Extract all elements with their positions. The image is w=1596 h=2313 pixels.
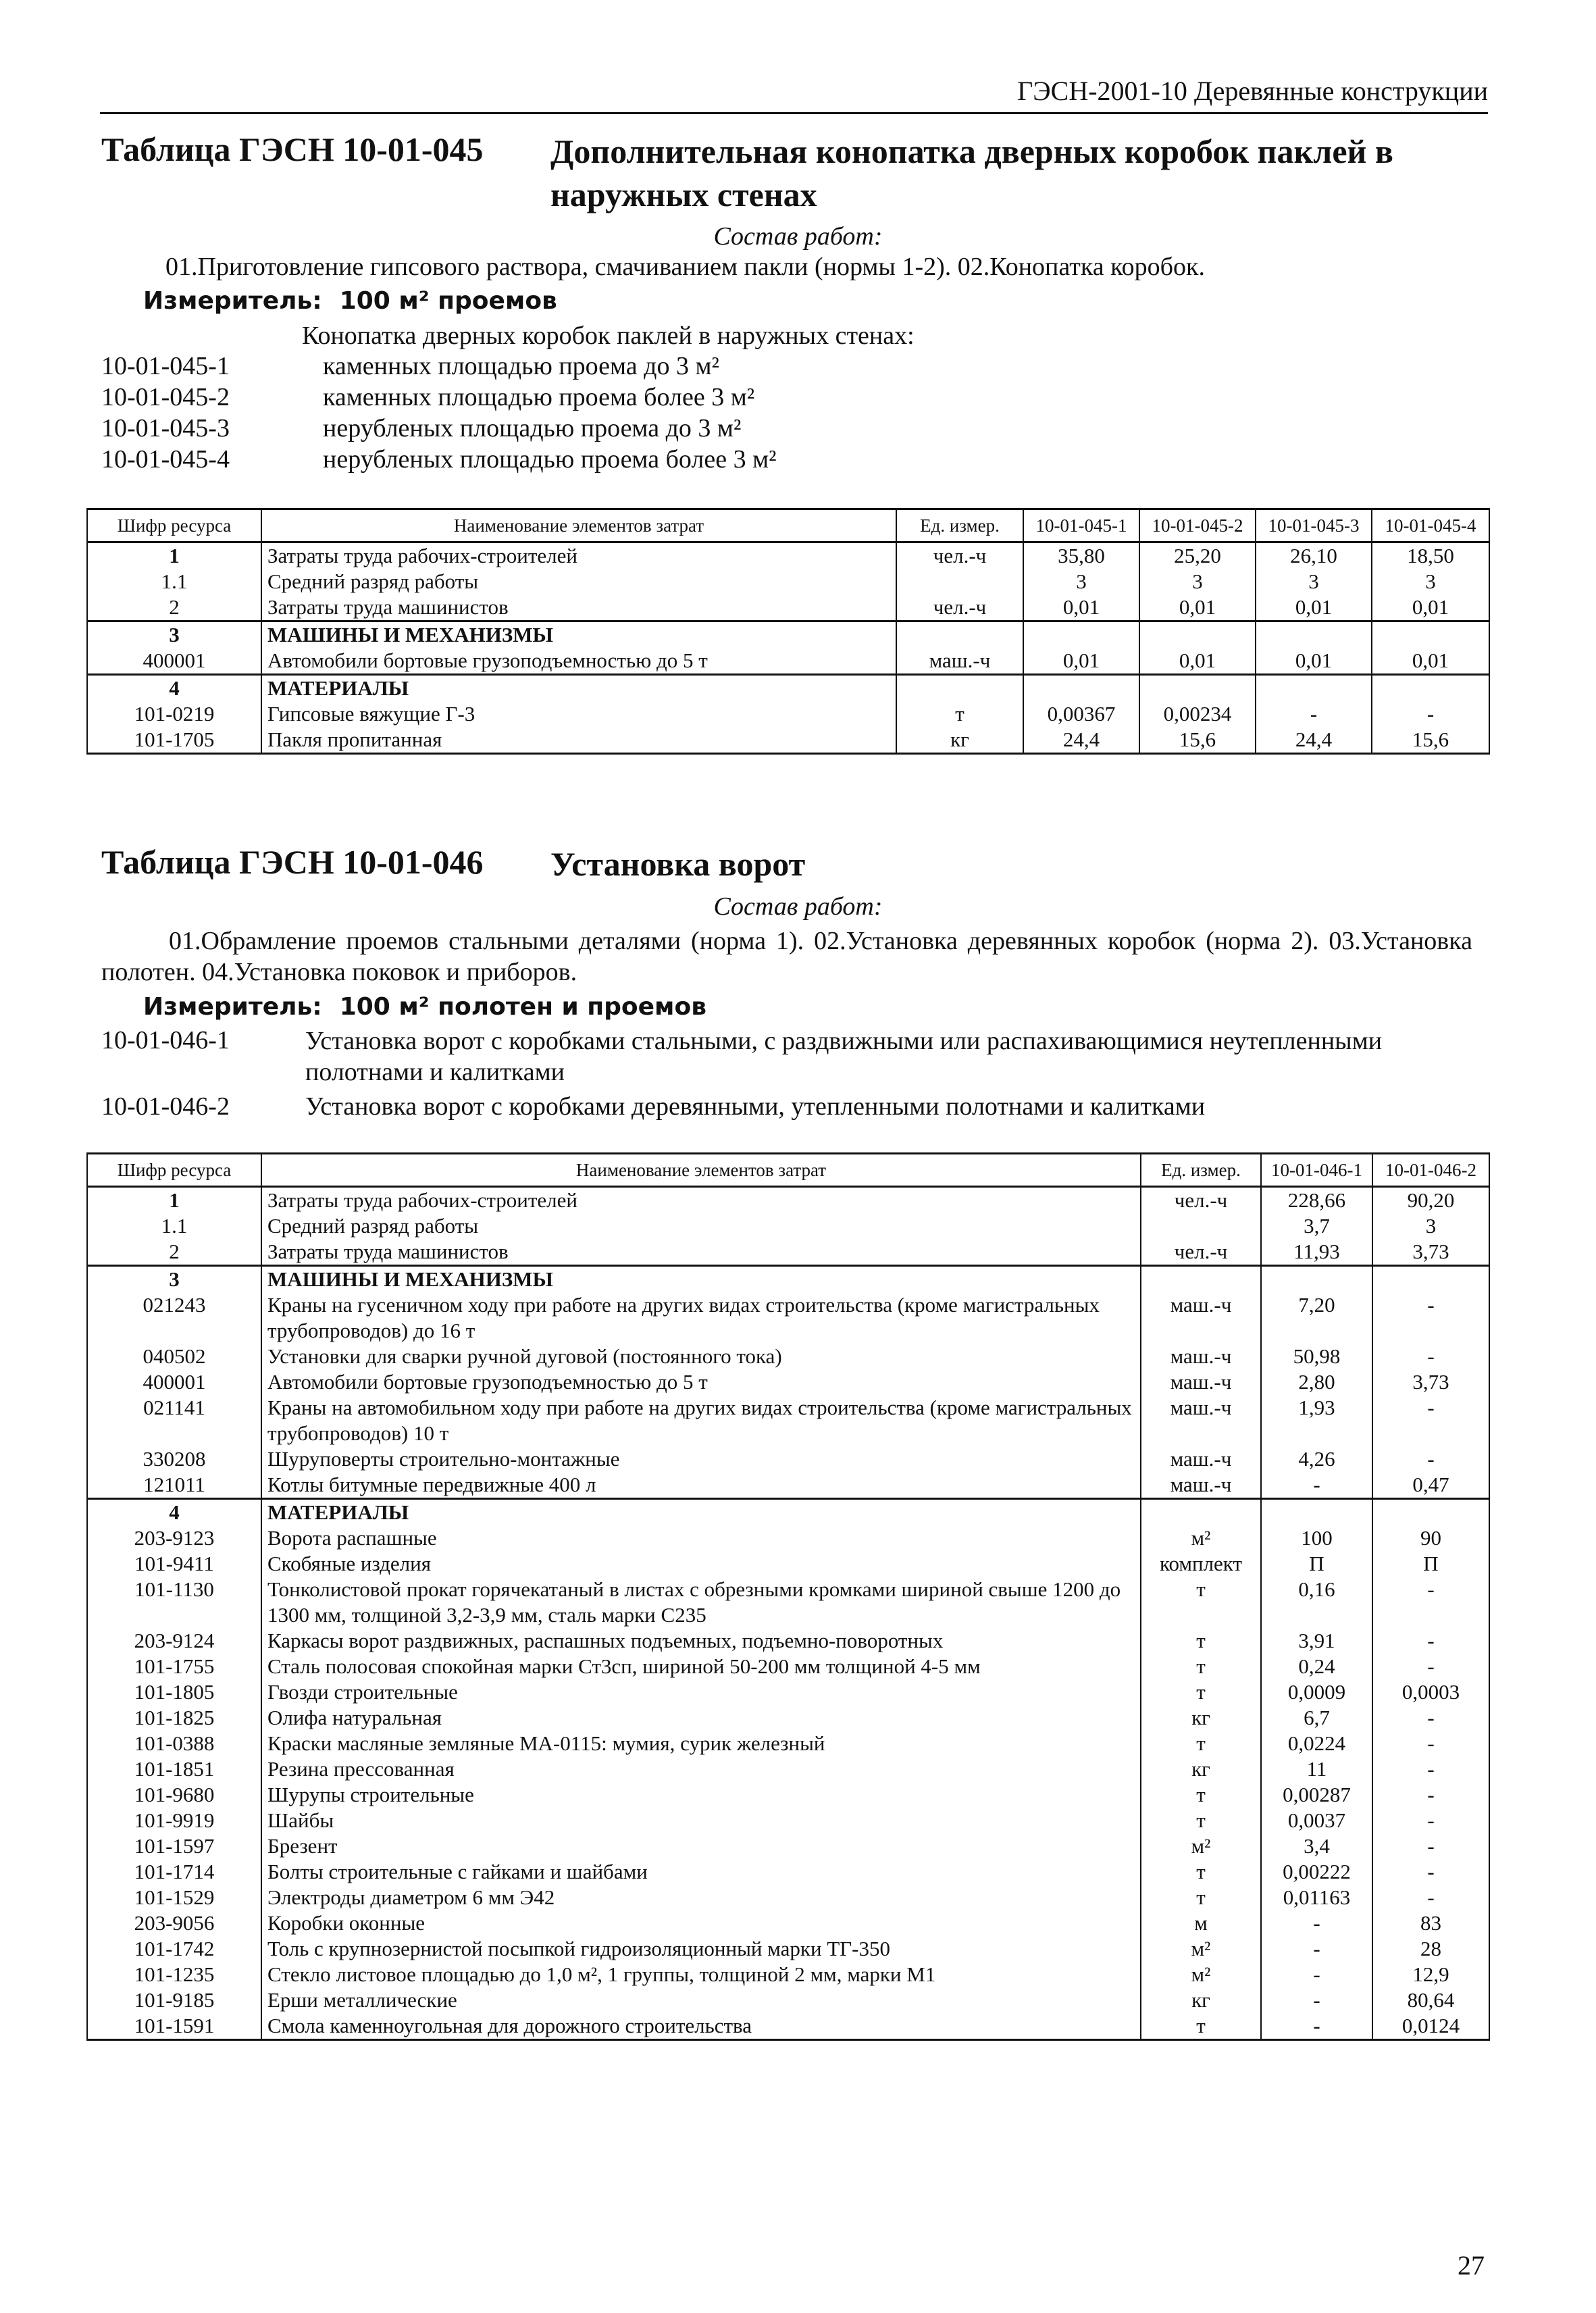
resource-unit: кг bbox=[1141, 1756, 1261, 1782]
resource-value: 3 bbox=[1023, 569, 1139, 594]
resource-name: Сталь полосовая спокойная марки Ст3сп, шириной 50-200 мм толщиной 4-5 мм bbox=[261, 1654, 1141, 1679]
resource-value: 0,0009 bbox=[1261, 1679, 1372, 1705]
resource-name: Электроды диаметром 6 мм Э42 bbox=[261, 1885, 1141, 1910]
resource-code: 101-1714 bbox=[87, 1859, 261, 1885]
resource-value: 0,0124 bbox=[1372, 2013, 1489, 2040]
table-header-row bbox=[87, 1154, 1489, 1187]
resource-code: 021243 bbox=[87, 1292, 261, 1344]
resource-name: Ворота распашные bbox=[261, 1525, 1141, 1551]
table-row bbox=[87, 2013, 1489, 2040]
resource-code: 101-9185 bbox=[87, 1987, 261, 2013]
resource-value bbox=[1261, 1499, 1372, 1526]
resource-value: 3 bbox=[1372, 1213, 1489, 1239]
resource-value: 0,01 bbox=[1372, 648, 1489, 675]
table-row bbox=[87, 1187, 1489, 1214]
resource-code: 2 bbox=[87, 594, 261, 621]
resource-value: 0,01 bbox=[1139, 648, 1256, 675]
resource-value: 0,00222 bbox=[1261, 1859, 1372, 1885]
resource-value: 0,00234 bbox=[1139, 701, 1256, 727]
resource-code: 400001 bbox=[87, 1369, 261, 1395]
resource-value: - bbox=[1372, 1654, 1489, 1679]
table-row bbox=[87, 594, 1489, 621]
resource-name: Гипсовые вяжущие Г-3 bbox=[261, 701, 896, 727]
table-row bbox=[87, 1628, 1489, 1654]
resource-code: 101-0388 bbox=[87, 1731, 261, 1756]
page-number: 27 bbox=[1458, 2250, 1485, 2281]
resource-unit: т bbox=[1141, 1628, 1261, 1654]
resource-unit: т bbox=[1141, 1731, 1261, 1756]
resource-value: 228,66 bbox=[1261, 1187, 1372, 1214]
resource-value: П bbox=[1261, 1551, 1372, 1577]
resource-name: Краны на гусеничном ходу при работе на других видах строительства (кроме магистральных трубопроводов) до 16 т bbox=[261, 1292, 1141, 1344]
table-row bbox=[87, 1705, 1489, 1731]
norm-desc: каменных площадью проема до 3 м² bbox=[323, 352, 719, 380]
resource-value bbox=[1372, 1266, 1489, 1293]
resource-value: 90,20 bbox=[1372, 1187, 1489, 1214]
resource-code: 4 bbox=[87, 1499, 261, 1526]
resource-value: 0,01 bbox=[1139, 594, 1256, 621]
resource-unit: т bbox=[1141, 1679, 1261, 1705]
resource-code: 101-1529 bbox=[87, 1885, 261, 1910]
table-row bbox=[87, 1833, 1489, 1859]
table-row bbox=[87, 1679, 1489, 1705]
resource-name: Пакля пропитанная bbox=[261, 727, 896, 754]
resource-value: 28 bbox=[1372, 1936, 1489, 1962]
table45-title: Дополнительная конопатка дверных коробок паклей в наружных стенах bbox=[550, 132, 1393, 213]
resource-value: 0,0224 bbox=[1261, 1731, 1372, 1756]
resource-name: Затраты труда рабочих-строителей bbox=[261, 1187, 1141, 1214]
col-header: Шифр ресурса bbox=[87, 1154, 261, 1187]
measure-value: 100 м² полотен и проемов bbox=[339, 993, 706, 1021]
resource-code: 021141 bbox=[87, 1395, 261, 1446]
resource-name: Брезент bbox=[261, 1833, 1141, 1859]
col-header: 10-01-045-3 bbox=[1256, 509, 1372, 542]
resource-unit: м² bbox=[1141, 1936, 1261, 1962]
norm-code: 10-01-046-1 bbox=[101, 1026, 230, 1054]
measure-label: Измеритель: bbox=[143, 287, 322, 315]
col-header: 10-01-046-1 bbox=[1261, 1154, 1372, 1187]
norm-code: 10-01-046-2 bbox=[101, 1092, 230, 1121]
resource-value: 35,80 bbox=[1023, 542, 1139, 569]
resource-value: 0,16 bbox=[1261, 1577, 1372, 1628]
resource-code: 101-1742 bbox=[87, 1936, 261, 1962]
resource-value: 0,47 bbox=[1372, 1472, 1489, 1499]
resource-unit: маш.-ч bbox=[896, 648, 1023, 675]
resource-name: Смола каменноугольная для дорожного строительства bbox=[261, 2013, 1141, 2040]
resource-value: - bbox=[1256, 701, 1372, 727]
resource-name: Скобяные изделия bbox=[261, 1551, 1141, 1577]
resource-value: - bbox=[1372, 1344, 1489, 1369]
table-row bbox=[87, 569, 1489, 594]
table-row bbox=[87, 1369, 1489, 1395]
resource-value: 24,4 bbox=[1256, 727, 1372, 754]
header-title: ГЭСН-2001-10 Деревянные конструкции bbox=[1017, 76, 1488, 106]
resource-unit: маш.-ч bbox=[1141, 1344, 1261, 1369]
resource-code: 101-1597 bbox=[87, 1833, 261, 1859]
table-row bbox=[87, 1499, 1489, 1526]
resource-unit bbox=[896, 569, 1023, 594]
table-row bbox=[87, 1808, 1489, 1833]
table-row bbox=[87, 1472, 1489, 1499]
table45-measure bbox=[143, 287, 557, 315]
col-header: Шифр ресурса bbox=[87, 509, 261, 542]
resource-value: 7,20 bbox=[1261, 1292, 1372, 1344]
resource-value bbox=[1023, 675, 1139, 702]
resource-value: - bbox=[1372, 1731, 1489, 1756]
resource-unit: т bbox=[1141, 1654, 1261, 1679]
table-row bbox=[87, 1756, 1489, 1782]
resource-value: 11,93 bbox=[1261, 1239, 1372, 1266]
resource-name: Средний разряд работы bbox=[261, 1213, 1141, 1239]
table45-intro: Конопатка дверных коробок паклей в наружных стенах: bbox=[302, 322, 915, 350]
resource-name: Шуруповерты строительно-монтажные bbox=[261, 1446, 1141, 1472]
resource-value: 0,01163 bbox=[1261, 1885, 1372, 1910]
table-row bbox=[87, 727, 1489, 754]
resource-value: 0,24 bbox=[1261, 1654, 1372, 1679]
table46-resources bbox=[86, 1152, 1490, 2041]
resource-value: 83 bbox=[1372, 1910, 1489, 1936]
resource-value: 0,00287 bbox=[1261, 1782, 1372, 1808]
resource-code: 121011 bbox=[87, 1472, 261, 1499]
table-row bbox=[87, 1910, 1489, 1936]
resource-name: Средний разряд работы bbox=[261, 569, 896, 594]
resource-code: 1.1 bbox=[87, 1213, 261, 1239]
resource-unit bbox=[896, 675, 1023, 702]
resource-unit: т bbox=[896, 701, 1023, 727]
resource-code: 101-9411 bbox=[87, 1551, 261, 1577]
resource-code: 3 bbox=[87, 1266, 261, 1293]
resource-unit: маш.-ч bbox=[1141, 1395, 1261, 1446]
col-header: Наименование элементов затрат bbox=[261, 509, 896, 542]
resource-unit bbox=[1141, 1266, 1261, 1293]
table-row bbox=[87, 1654, 1489, 1679]
table-row bbox=[87, 1782, 1489, 1808]
resource-name: Тонколистовой прокат горячекатаный в листах с обрезными кромками шириной свыше 1200 до 1300 мм, толщиной 3,2-3,9 мм, сталь марки С235 bbox=[261, 1577, 1141, 1628]
table-row bbox=[87, 1551, 1489, 1577]
resource-name: МАШИНЫ И МЕХАНИЗМЫ bbox=[261, 621, 896, 649]
table-row bbox=[87, 1962, 1489, 1987]
resource-name: Шайбы bbox=[261, 1808, 1141, 1833]
resource-value: - bbox=[1372, 1446, 1489, 1472]
table46-composition: 01.Обрамление проемов стальными деталями (норма 1). 02.Установка деревянных коробок (норма 2). 03.Установка полотен. 04.Установка поковок и приборов. bbox=[101, 927, 1472, 986]
resource-code: 101-1235 bbox=[87, 1962, 261, 1987]
resource-value: 0,00367 bbox=[1023, 701, 1139, 727]
resource-code: 203-9124 bbox=[87, 1628, 261, 1654]
table-row bbox=[87, 1987, 1489, 2013]
col-header: 10-01-045-4 bbox=[1372, 509, 1489, 542]
resource-name: МАШИНЫ И МЕХАНИЗМЫ bbox=[261, 1266, 1141, 1293]
resource-unit: чел.-ч bbox=[896, 542, 1023, 569]
resource-value bbox=[1256, 621, 1372, 649]
resource-unit: т bbox=[1141, 1859, 1261, 1885]
resource-value: - bbox=[1372, 1395, 1489, 1446]
resource-name: МАТЕРИАЛЫ bbox=[261, 675, 896, 702]
resource-code: 101-1705 bbox=[87, 727, 261, 754]
resource-value: 4,26 bbox=[1261, 1446, 1372, 1472]
table45-resources bbox=[86, 508, 1490, 755]
resource-value: 6,7 bbox=[1261, 1705, 1372, 1731]
resource-code: 101-1851 bbox=[87, 1756, 261, 1782]
resource-value bbox=[1139, 675, 1256, 702]
resource-value: - bbox=[1261, 1472, 1372, 1499]
resource-value bbox=[1372, 621, 1489, 649]
resource-name: Установки для сварки ручной дуговой (постоянного тока) bbox=[261, 1344, 1141, 1369]
col-header: 10-01-045-2 bbox=[1139, 509, 1256, 542]
table-row bbox=[87, 1936, 1489, 1962]
resource-unit: кг bbox=[1141, 1705, 1261, 1731]
resource-unit: чел.-ч bbox=[896, 594, 1023, 621]
resource-code: 101-9919 bbox=[87, 1808, 261, 1833]
resource-value: 0,01 bbox=[1023, 594, 1139, 621]
resource-name: Каркасы ворот раздвижных, распашных подъемных, подъемно-поворотных bbox=[261, 1628, 1141, 1654]
table-row bbox=[87, 1885, 1489, 1910]
resource-name: Резина прессованная bbox=[261, 1756, 1141, 1782]
resource-code: 4 bbox=[87, 675, 261, 702]
table-row bbox=[87, 1525, 1489, 1551]
resource-value: 0,01 bbox=[1023, 648, 1139, 675]
col-header: Ед. измер. bbox=[896, 509, 1023, 542]
resource-unit: комплект bbox=[1141, 1551, 1261, 1577]
table-header-row bbox=[87, 509, 1489, 542]
resource-unit bbox=[1141, 1213, 1261, 1239]
resource-code: 101-1755 bbox=[87, 1654, 261, 1679]
resource-value: 1,93 bbox=[1261, 1395, 1372, 1446]
norm-code: 10-01-045-3 bbox=[101, 414, 230, 442]
resource-value: - bbox=[1261, 1910, 1372, 1936]
resource-code: 040502 bbox=[87, 1344, 261, 1369]
resource-value: 0,0037 bbox=[1261, 1808, 1372, 1833]
resource-value: - bbox=[1261, 1962, 1372, 1987]
resource-value: 90 bbox=[1372, 1525, 1489, 1551]
norm-desc: Установка ворот с коробками деревянными, утепленными полотнами и калитками bbox=[305, 1092, 1206, 1121]
resource-name: Стекло листовое площадью до 1,0 м², 1 группы, толщиной 2 мм, марки М1 bbox=[261, 1962, 1141, 1987]
table46-title: Установка ворот bbox=[550, 845, 806, 883]
col-header: 10-01-046-2 bbox=[1372, 1154, 1489, 1187]
resource-unit: маш.-ч bbox=[1141, 1369, 1261, 1395]
table-row bbox=[87, 1395, 1489, 1446]
resource-value: 100 bbox=[1261, 1525, 1372, 1551]
resource-value: - bbox=[1372, 1808, 1489, 1833]
resource-unit bbox=[896, 621, 1023, 649]
resource-value: - bbox=[1372, 1833, 1489, 1859]
resource-value: 3,73 bbox=[1372, 1369, 1489, 1395]
resource-name: Автомобили бортовые грузоподъемностью до 5 т bbox=[261, 1369, 1141, 1395]
resource-value: 3,73 bbox=[1372, 1239, 1489, 1266]
norm-desc: нерубленых площадью проема более 3 м² bbox=[323, 445, 777, 474]
resource-value: 3,7 bbox=[1261, 1213, 1372, 1239]
resource-name: Затраты труда рабочих-строителей bbox=[261, 542, 896, 569]
resource-value: - bbox=[1372, 1885, 1489, 1910]
resource-value: 80,64 bbox=[1372, 1987, 1489, 2013]
table45-number: Таблица ГЭСН 10-01-045 bbox=[101, 130, 484, 168]
resource-name: Коробки оконные bbox=[261, 1910, 1141, 1936]
resource-value: 0,01 bbox=[1256, 648, 1372, 675]
resource-code: 1.1 bbox=[87, 569, 261, 594]
resource-value: 0,0003 bbox=[1372, 1679, 1489, 1705]
resource-unit: т bbox=[1141, 1577, 1261, 1628]
col-header: 10-01-045-1 bbox=[1023, 509, 1139, 542]
col-header: Ед. измер. bbox=[1141, 1154, 1261, 1187]
table-row bbox=[87, 675, 1489, 702]
resource-unit bbox=[1141, 1499, 1261, 1526]
resource-code: 400001 bbox=[87, 648, 261, 675]
resource-code: 2 bbox=[87, 1239, 261, 1266]
resource-name: Краны на автомобильном ходу при работе на других видах строительства (кроме магистральных трубопроводов) 10 т bbox=[261, 1395, 1141, 1446]
table-row bbox=[87, 542, 1489, 569]
table-row bbox=[87, 1213, 1489, 1239]
resource-value bbox=[1261, 1266, 1372, 1293]
resource-value: 15,6 bbox=[1372, 727, 1489, 754]
resource-name: Автомобили бортовые грузоподъемностью до 5 т bbox=[261, 648, 896, 675]
resource-value bbox=[1372, 1499, 1489, 1526]
running-header bbox=[100, 65, 1488, 114]
resource-unit: т bbox=[1141, 1885, 1261, 1910]
resource-unit: м bbox=[1141, 1910, 1261, 1936]
resource-code: 101-9680 bbox=[87, 1782, 261, 1808]
resource-name: Болты строительные с гайками и шайбами bbox=[261, 1859, 1141, 1885]
resource-value: 15,6 bbox=[1139, 727, 1256, 754]
resource-value: - bbox=[1372, 1292, 1489, 1344]
resource-value: 25,20 bbox=[1139, 542, 1256, 569]
measure-label: Измеритель: bbox=[143, 993, 322, 1021]
resource-code: 330208 bbox=[87, 1446, 261, 1472]
resource-code: 101-0219 bbox=[87, 701, 261, 727]
resource-name: Толь с крупнозернистой посыпкой гидроизоляционный марки ТГ-350 bbox=[261, 1936, 1141, 1962]
resource-value: - bbox=[1372, 1705, 1489, 1731]
resource-value: - bbox=[1372, 1859, 1489, 1885]
resource-unit: чел.-ч bbox=[1141, 1187, 1261, 1214]
resource-unit: м² bbox=[1141, 1833, 1261, 1859]
resource-code: 101-1825 bbox=[87, 1705, 261, 1731]
resource-name: МАТЕРИАЛЫ bbox=[261, 1499, 1141, 1526]
resource-unit: т bbox=[1141, 1808, 1261, 1833]
resource-code: 101-1591 bbox=[87, 2013, 261, 2040]
resource-value bbox=[1372, 675, 1489, 702]
norm-desc: Установка ворот с коробками стальными, с раздвижными или распахивающимися неутепленными полотнами и калитками bbox=[305, 1027, 1383, 1086]
resource-value: 11 bbox=[1261, 1756, 1372, 1782]
table-row bbox=[87, 1344, 1489, 1369]
resource-code: 3 bbox=[87, 621, 261, 649]
resource-unit: маш.-ч bbox=[1141, 1292, 1261, 1344]
table-row bbox=[87, 1292, 1489, 1344]
resource-value: 0,01 bbox=[1256, 594, 1372, 621]
resource-code: 203-9123 bbox=[87, 1525, 261, 1551]
resource-value: - bbox=[1261, 1987, 1372, 2013]
norm-code: 10-01-045-2 bbox=[101, 383, 230, 411]
resource-code: 101-1805 bbox=[87, 1679, 261, 1705]
resource-unit: м² bbox=[1141, 1962, 1261, 1987]
resource-value: - bbox=[1372, 1577, 1489, 1628]
resource-value: 12,9 bbox=[1372, 1962, 1489, 1987]
resource-value: 2,80 bbox=[1261, 1369, 1372, 1395]
resource-name: Затраты труда машинистов bbox=[261, 1239, 1141, 1266]
table-row bbox=[87, 1731, 1489, 1756]
resource-value: 24,4 bbox=[1023, 727, 1139, 754]
table-row bbox=[87, 701, 1489, 727]
resource-name: Гвозди строительные bbox=[261, 1679, 1141, 1705]
resource-name: Олифа натуральная bbox=[261, 1705, 1141, 1731]
norm-desc: каменных площадью проема более 3 м² bbox=[323, 383, 755, 411]
resource-value: 3,91 bbox=[1261, 1628, 1372, 1654]
table45-composition-label: Состав работ: bbox=[713, 222, 883, 251]
resource-value: П bbox=[1372, 1551, 1489, 1577]
resource-value: 26,10 bbox=[1256, 542, 1372, 569]
resource-code: 203-9056 bbox=[87, 1910, 261, 1936]
resource-code: 1 bbox=[87, 1187, 261, 1214]
resource-unit: кг bbox=[1141, 1987, 1261, 2013]
resource-code: 1 bbox=[87, 542, 261, 569]
resource-value: - bbox=[1372, 701, 1489, 727]
resource-unit: м² bbox=[1141, 1525, 1261, 1551]
resource-name: Затраты труда машинистов bbox=[261, 594, 896, 621]
resource-unit: т bbox=[1141, 2013, 1261, 2040]
table45-composition: 01.Приготовление гипсового раствора, смачиванием пакли (нормы 1-2). 02.Конопатка коробок. bbox=[165, 253, 1205, 281]
resource-unit: чел.-ч bbox=[1141, 1239, 1261, 1266]
resource-name: Котлы битумные передвижные 400 л bbox=[261, 1472, 1141, 1499]
table-row bbox=[87, 1266, 1489, 1293]
table-row bbox=[87, 1239, 1489, 1266]
resource-value: 3 bbox=[1256, 569, 1372, 594]
resource-unit: маш.-ч bbox=[1141, 1472, 1261, 1499]
table-row bbox=[87, 1577, 1489, 1628]
measure-value: 100 м² проемов bbox=[339, 287, 557, 315]
table-row bbox=[87, 621, 1489, 649]
norm-desc: нерубленых площадью проема до 3 м² bbox=[323, 414, 742, 442]
resource-value: - bbox=[1372, 1756, 1489, 1782]
table46-measure bbox=[143, 993, 706, 1021]
col-header: Наименование элементов затрат bbox=[261, 1154, 1141, 1187]
resource-name: Краски масляные земляные МА-0115: мумия, сурик железный bbox=[261, 1731, 1141, 1756]
table46-number: Таблица ГЭСН 10-01-046 bbox=[101, 843, 484, 881]
resource-unit: т bbox=[1141, 1782, 1261, 1808]
resource-value: - bbox=[1372, 1628, 1489, 1654]
resource-value: 18,50 bbox=[1372, 542, 1489, 569]
resource-value: 3 bbox=[1139, 569, 1256, 594]
resource-name: Ерши металлические bbox=[261, 1987, 1141, 2013]
resource-value bbox=[1256, 675, 1372, 702]
resource-value: - bbox=[1261, 2013, 1372, 2040]
resource-value: 3 bbox=[1372, 569, 1489, 594]
table-row bbox=[87, 648, 1489, 675]
norm-code: 10-01-045-1 bbox=[101, 352, 230, 380]
table-row bbox=[87, 1446, 1489, 1472]
resource-value: - bbox=[1261, 1936, 1372, 1962]
norm-code: 10-01-045-4 bbox=[101, 445, 230, 474]
resource-value: 0,01 bbox=[1372, 594, 1489, 621]
resource-name: Шурупы строительные bbox=[261, 1782, 1141, 1808]
resource-value bbox=[1139, 621, 1256, 649]
table-row bbox=[87, 1859, 1489, 1885]
resource-code: 101-1130 bbox=[87, 1577, 261, 1628]
table46-composition-label: Состав работ: bbox=[713, 892, 883, 921]
resource-unit: маш.-ч bbox=[1141, 1446, 1261, 1472]
resource-value: 50,98 bbox=[1261, 1344, 1372, 1369]
resource-unit: кг bbox=[896, 727, 1023, 754]
resource-value: - bbox=[1372, 1782, 1489, 1808]
resource-value: 3,4 bbox=[1261, 1833, 1372, 1859]
resource-value bbox=[1023, 621, 1139, 649]
